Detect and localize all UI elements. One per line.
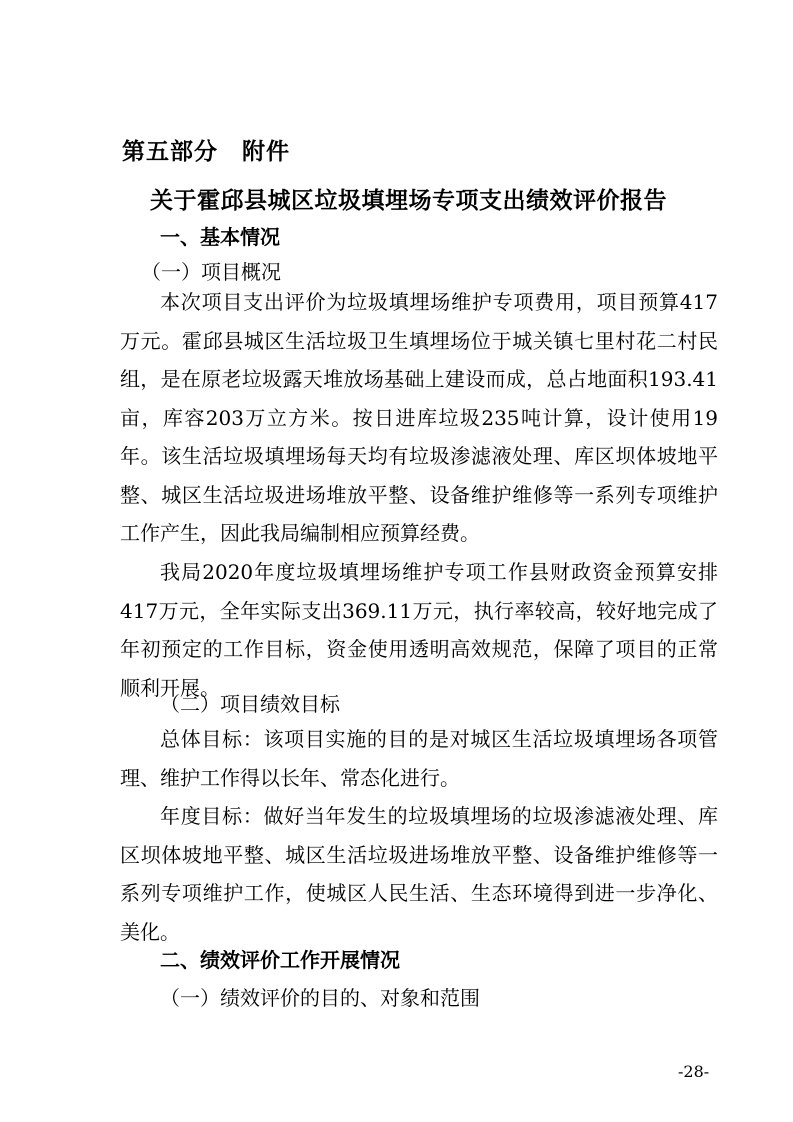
project-overview-paragraph: 本次项目支出评价为垃圾填埋场维护专项费用，项目预算417万元。霍邱县城区生活垃圾卫生填埋场位于城关镇七里村花二村民组，是在原老垃圾露天堆放场基础上建设而成，总占地面积193.41亩，库容203万立方米。按日进库垃圾235吨计算，设计使用19年。该生活垃圾填埋场每天均有垃圾渗滤液处理、库区坝体坡地平整、城区生活垃圾进场堆放平整、设备维护维修等一系列专项维护工作产生，因此我局编制相应预算经费。 [120,290,718,545]
section2-sub1-heading: （一）绩效评价的目的、对象和范围 [160,986,480,1010]
part-title: 第五部分 附件 [122,139,290,165]
section1-sub1-heading: （一）项目概况 [141,260,281,284]
section2-heading: 二、绩效评价工作开展情况 [160,948,400,972]
section1-heading: 一、基本情况 [160,225,280,249]
budget-execution-paragraph: 我局2020年度垃圾填埋场维护专项工作县财政资金预算安排417万元，全年实际支出369.11万元，执行率较高，较好地完成了年初预定的工作目标，资金使用透明高效规范，保障了项目的正常顺利开展。 [120,560,718,700]
annual-goal-paragraph: 年度目标：做好当年发生的垃圾填埋场的垃圾渗滤液处理、库区坝体坡地平整、城区生活垃圾进场堆放平整、设备维护维修等一系列专项维护工作，使城区人民生活、生态环境得到进一步净化、美化。 [120,804,718,944]
page-number: -28- [678,1062,710,1081]
overall-goal-paragraph: 总体目标：该项目实施的目的是对城区生活垃圾填埋场各项管理、维护工作得以长年、常态化进行。 [120,727,718,790]
report-title: 关于霍邱县城区垃圾填埋场专项支出绩效评价报告 [150,188,667,214]
section1-sub2-heading: （二）项目绩效目标 [160,692,340,716]
